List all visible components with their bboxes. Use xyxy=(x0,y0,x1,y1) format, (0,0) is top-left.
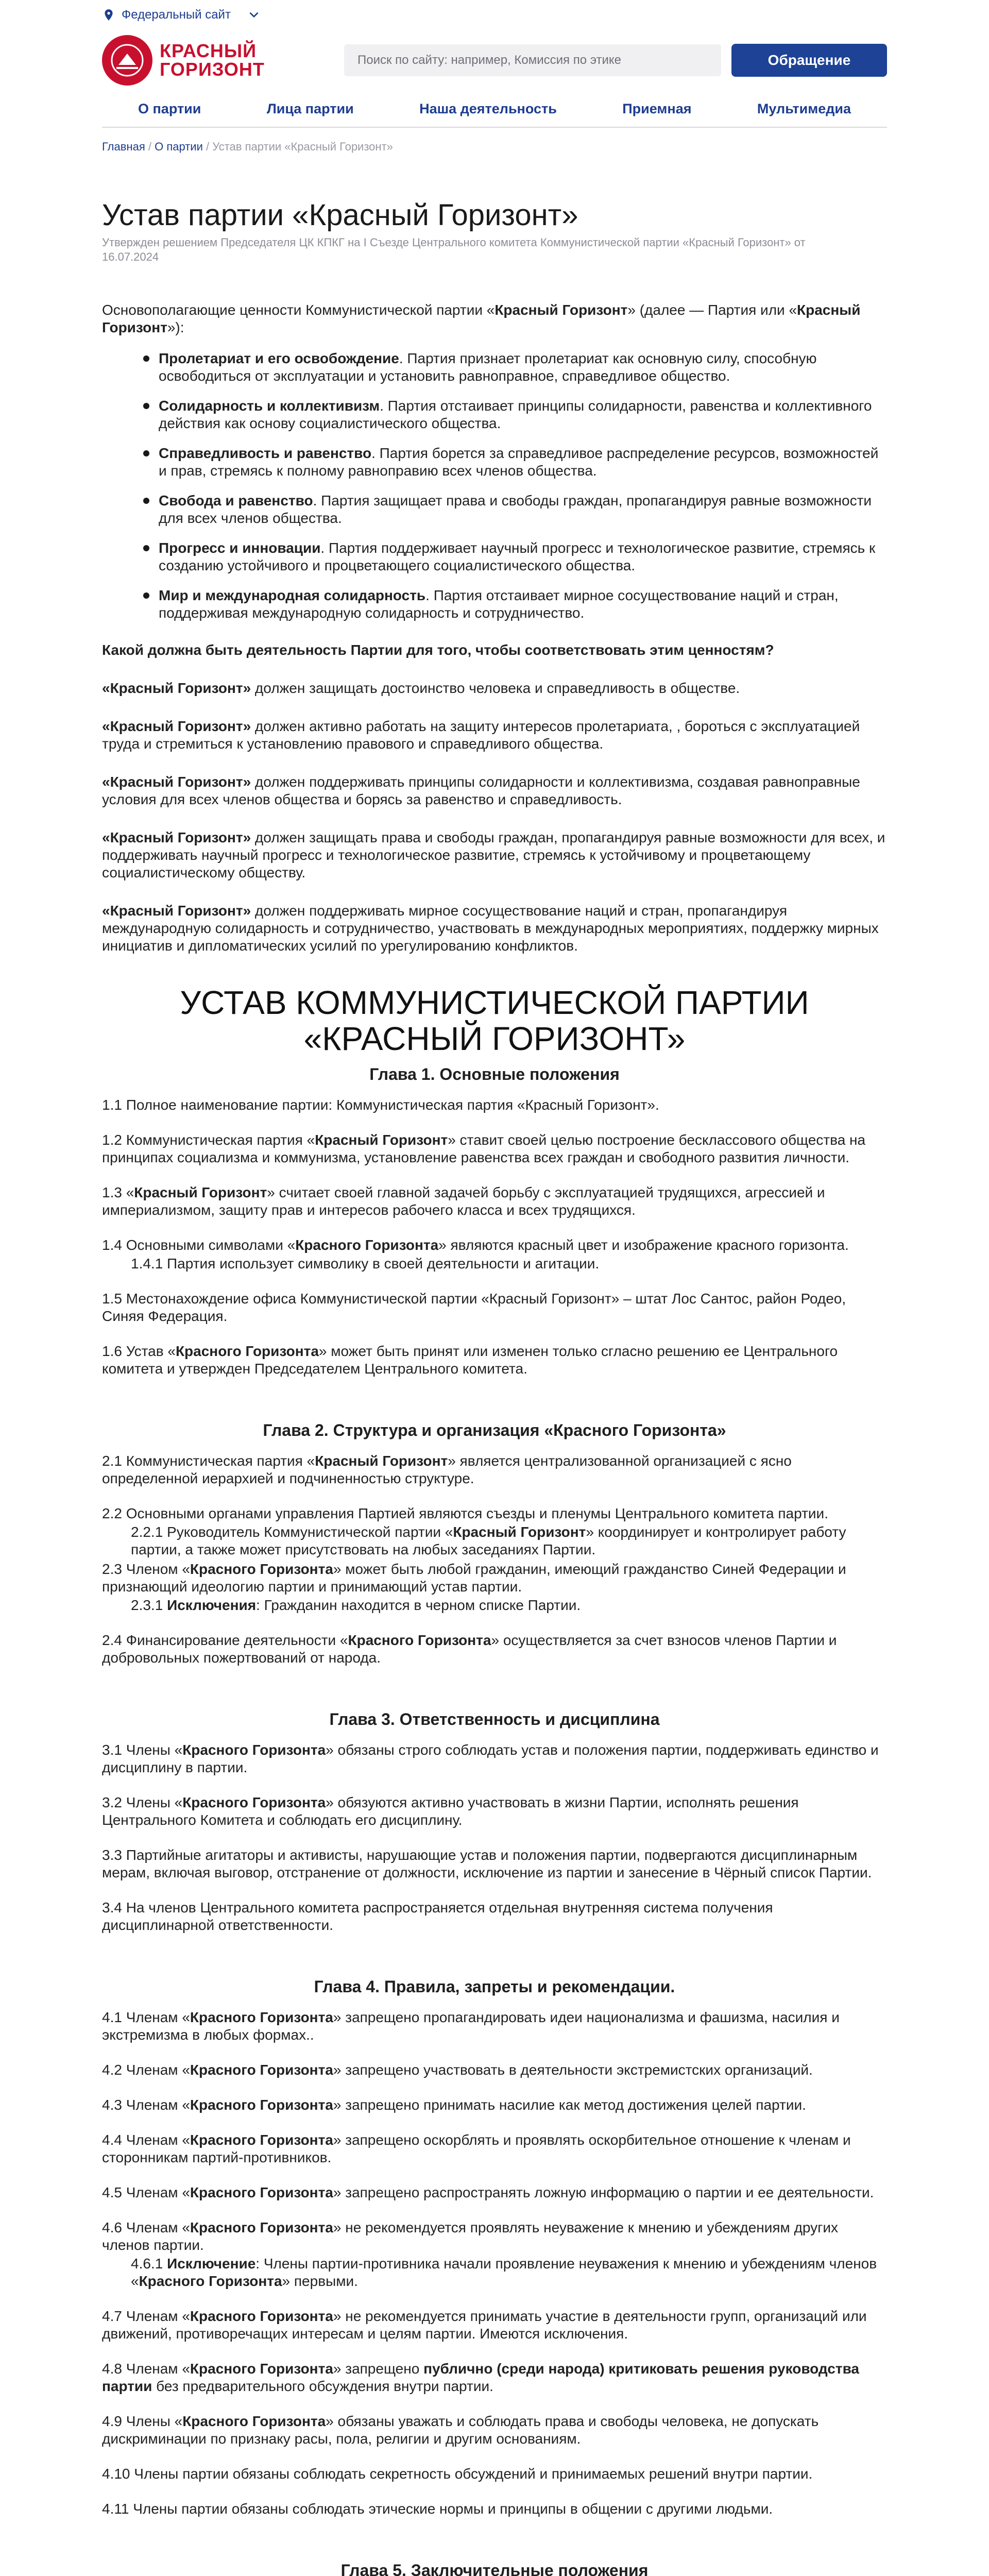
clause: 2.1 Коммунистическая партия «Красный Горизонт» является централизованной организацией с ясно определенной иерархией и подчиненностью структуре. xyxy=(102,1453,792,1486)
sub-clause: 2.2.1 Руководитель Коммунистической партии «Красный Горизонт» координирует и контролирует работу партии, а также может присутствовать на любых заседаниях Партии. xyxy=(131,1524,846,1557)
nav-item-activity[interactable]: Наша деятельность xyxy=(419,100,557,116)
clause: 4.9 Члены «Красного Горизонта» обязаны уважать и соблюдать права и свободы человека, не допускать дискриминации по признаку расы, пола, религии и другим основаниям. xyxy=(102,2413,819,2447)
appeal-button[interactable]: Обращение xyxy=(731,44,887,77)
clause: 4.5 Членам «Красного Горизонта» запрещено распространять ложную информацию о партии и ее деятельности. xyxy=(102,2184,874,2200)
logo-line-2: ГОРИЗОНТ xyxy=(160,59,265,80)
intro-paragraph: Основополагающие ценности Коммунистической партии «Красный Горизонт» (далее — Партия или «Красный Горизонт»): xyxy=(102,302,861,335)
nav-item-people[interactable]: Лица партии xyxy=(266,100,354,116)
clause: 2.4 Финансирование деятельности «Красного Горизонта» осуществляется за счет взносов членов Партии и добровольных пожертвований от народа. xyxy=(102,1632,837,1666)
list-item: Пролетариат и его освобождение. Партия признает пролетариат как основную силу, способную освободиться от эксплуатации и установить равноправное, справедливое общество. xyxy=(143,350,887,385)
clause: 4.4 Членам «Красного Горизонта» запрещено оскорблять и проявлять оскорбительное отношение к членам и сторонникам партий-противников. xyxy=(102,2132,851,2165)
clause: 3.2 Члены «Красного Горизонта» обязуются активно участвовать в жизни Партии, исполнять решения Центрального Комитета и соблюдать его дисциплину. xyxy=(102,1794,799,1828)
answer-paragraph: «Красный Горизонт» должен поддерживать принципы солидарности и коллективизма, создавая равноправные условия для всех членов общества и борясь за равенство и справедливость. xyxy=(102,774,860,807)
page-title: Устав партии «Красный Горизонт» xyxy=(102,198,578,232)
clause: 4.11 Члены партии обязаны соблюдать этические нормы и принципы в общении с другими людьми. xyxy=(102,2501,773,2517)
clause: 4.6 Членам «Красного Горизонта» не рекомендуется проявлять неуважение к мнению и убеждениям других членов партии. xyxy=(102,2219,839,2253)
clause: 3.4 На членов Центрального комитета распространяется отдельная внутренняя система получения дисциплинарной ответственности. xyxy=(102,1900,773,1933)
logo-line-1: КРАСНЫЙ xyxy=(160,40,257,61)
question-heading: Какой должна быть деятельность Партии для того, чтобы соответствовать этим ценностям? xyxy=(102,642,774,658)
values-list xyxy=(143,350,887,622)
main-nav xyxy=(102,91,887,128)
clause: 3.3 Партийные агитаторы и активисты, нарушающие устав и положения партии, подвергаются дисциплинарным мерам, включая выговор, отстранение от должности, исключение из партии и занесение в Чёрный список Партии. xyxy=(102,1847,872,1880)
clause: 2.3 Членом «Красного Горизонта» может быть любой гражданин, имеющий гражданство Синей Федерации и признающий идеологию партии и принимающий устав партии. xyxy=(102,1561,846,1595)
nav-item-reception[interactable]: Приемная xyxy=(622,100,692,116)
sub-clause: 1.4.1 Партия использует символику в своей деятельности и агитации. xyxy=(131,1256,600,1272)
clause: 4.7 Членам «Красного Горизонта» не рекомендуется принимать участие в деятельности групп, организаций или движений, противоречащих интересам и целям партии. Имеются исключения. xyxy=(102,2308,867,2342)
sub-clause: 2.3.1 Исключения: Гражданин находится в черном списке Партии. xyxy=(131,1597,581,1613)
answer-paragraph: «Красный Горизонт» должен активно работать на защиту интересов пролетариата, , бороться с эксплуатацией труда и стремиться к установлению правового и справедливого общества. xyxy=(102,718,860,752)
list-item: Мир и международная солидарность. Партия отстаивает мирное сосуществование наций и стран, поддерживая международную солидарность и сотрудничество. xyxy=(143,587,887,622)
clause: 4.3 Членам «Красного Горизонта» запрещено принимать насилие как метод достижения целей партии. xyxy=(102,2097,806,2113)
clause: 4.2 Членам «Красного Горизонта» запрещено участвовать в деятельности экстремистских организаций. xyxy=(102,2062,813,2078)
breadcrumb-current: Устав партии «Красный Горизонт» xyxy=(212,140,393,153)
site-logo[interactable] xyxy=(102,35,344,86)
search-input[interactable] xyxy=(344,44,721,76)
breadcrumb: Главная / О партии / Устав партии «Красный Горизонт» xyxy=(102,140,393,153)
clause: 3.1 Члены «Красного Горизонта» обязаны строго соблюдать устав и положения партии, поддерживать единство и дисциплину в партии. xyxy=(102,1742,879,1775)
clause: 1.1 Полное наименование партии: Коммунистическая партия «Красный Горизонт». xyxy=(102,1097,659,1113)
charter-title: УСТАВ КОММУНИСТИЧЕСКОЙ ПАРТИИ «КРАСНЫЙ ГОРИЗОНТ» xyxy=(180,984,809,1057)
search-placeholder: Поиск по сайту: например, Комиссия по этике xyxy=(357,53,621,67)
clause: 1.3 «Красный Горизонт» считает своей главной задачей борьбу с эксплуатацией трудящихся, агрессией и империализмом, защиту прав и интересов рабочего класса и всех трудящихся. xyxy=(102,1184,825,1218)
nav-item-multimedia[interactable]: Мультимедиа xyxy=(757,100,851,116)
clause: 1.2 Коммунистическая партия «Красный Горизонт» ставит своей целью построение бесклассового общества на принципах социализма и коммунизма, установление равенства всех граждан и свободного развития личности. xyxy=(102,1132,866,1165)
answer-paragraph: «Красный Горизонт» должен защищать права и свободы граждан, пропагандируя равные возможности для всех, и поддерживать научный прогресс и технологическое развитие, стремясь к устойчивому и процветающему социалистическому обществу. xyxy=(102,829,885,880)
region-selector[interactable] xyxy=(102,0,887,30)
chapter-2-title: Глава 2. Структура и организация «Красного Горизонта» xyxy=(263,1421,726,1439)
breadcrumb-about[interactable]: О партии xyxy=(155,140,203,153)
clause: 2.2 Основными органами управления Партией являются съезды и пленумы Центрального комитета партии. xyxy=(102,1505,828,1521)
list-item: Справедливость и равенство. Партия борется за справедливое распределение ресурсов, возможностей и прав, стремясь к полному равноправию всех членов общества. xyxy=(143,445,887,480)
chapter-5-title: Глава 5. Заключительные положения xyxy=(340,2561,649,2576)
breadcrumb-home[interactable]: Главная xyxy=(102,140,145,153)
clause: 1.5 Местонахождение офиса Коммунистической партии «Красный Горизонт» – штат Лос Сантос, район Родео, Синяя Федерация. xyxy=(102,1291,846,1324)
chapter-4-title: Глава 4. Правила, запреты и рекомендации. xyxy=(314,1977,675,1996)
chapter-3-title: Глава 3. Ответственность и дисциплина xyxy=(329,1710,660,1728)
answer-paragraph: «Красный Горизонт» должен защищать достоинство человека и справедливость в обществе. xyxy=(102,680,740,696)
clause: 1.4 Основными символами «Красного Горизонта» являются красный цвет и изображение красного горизонта. xyxy=(102,1237,849,1253)
clause: 4.1 Членам «Красного Горизонта» запрещено пропагандировать идеи национализма и фашизма, насилия и экстремизма в любых формах.. xyxy=(102,2009,840,2043)
region-label: Федеральный сайт xyxy=(122,8,231,22)
list-item: Солидарность и коллективизм. Партия отстаивает принципы солидарности, равенства и коллективного действия как основу социалистического общества. xyxy=(143,397,887,432)
clause: 4.10 Члены партии обязаны соблюдать секретность обсуждений и принимаемых решений внутри партии. xyxy=(102,2466,813,2482)
nav-item-about[interactable]: О партии xyxy=(138,100,201,116)
list-item: Свобода и равенство. Партия защищает права и свободы граждан, пропагандируя равные возможности для всех членов общества. xyxy=(143,492,887,527)
site-header xyxy=(102,30,887,91)
clause: 1.6 Устав «Красного Горизонта» может быть принят или изменен только сгласно решению ее Центрального комитета и утвержден Председателем Центрального комитета. xyxy=(102,1343,838,1377)
location-pin-icon xyxy=(102,8,115,22)
page-subtitle: Утвержден решением Председателя ЦК КПКГ на I Съезде Центрального комитета Коммунистической партии «Красный Горизонт» от 16.07.2024 xyxy=(102,236,806,263)
clause: 4.8 Членам «Красного Горизонта» запрещено публично (среди народа) критиковать решения руководства партии без предварительного обсуждения внутри партии. xyxy=(102,2361,859,2394)
chapter-1-title: Глава 1. Основные положения xyxy=(369,1065,620,1083)
list-item: Прогресс и инновации. Партия поддерживает научный прогресс и технологическое развитие, стремясь к созданию устойчивого и процветающего социалистического общества. xyxy=(143,539,887,574)
chevron-down-icon xyxy=(247,8,261,22)
sub-clause: 4.6.1 Исключение: Члены партии-противника начали проявление неуважения к мнению и убеждениям членов «Красного Горизонта» первыми. xyxy=(131,2256,877,2289)
logo-emblem-icon xyxy=(102,35,152,86)
answer-paragraph: «Красный Горизонт» должен поддерживать мирное сосуществование наций и стран, пропагандируя международную солидарность и сотрудничество, участвовать в международных мероприятиях, поддержку мирных инициатив и дипломатических усилий по урегулированию конфликтов. xyxy=(102,903,879,954)
